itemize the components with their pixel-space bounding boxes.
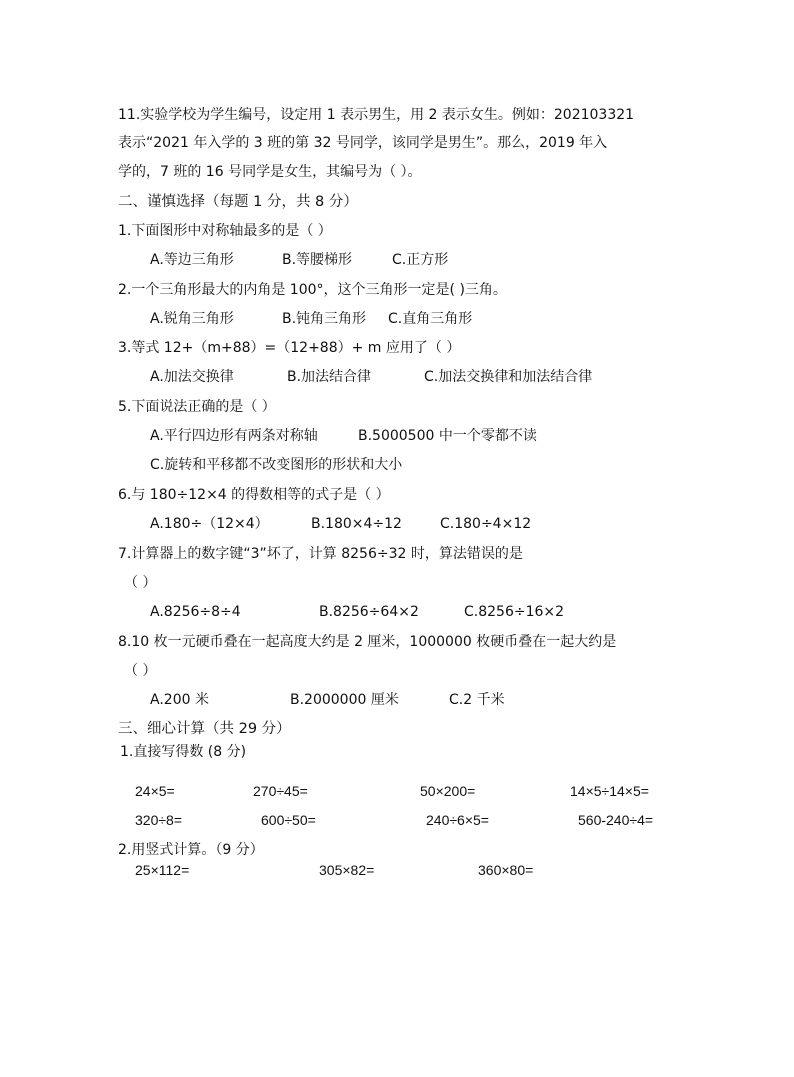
q2-stem: 2.一个三角形最大的内角是 100°，这个三角形一定是( )三角。 [118, 282, 507, 298]
q7-option-b: B.8256÷64×2 [319, 604, 419, 620]
q5-option-a: A.平行四边形有两条对称轴 [150, 428, 318, 444]
vertical-calc-item: 360×80= [478, 862, 534, 878]
calc-item: 270÷45= [253, 783, 308, 799]
section3-part2-title: 2.用竖式计算。（9 分） [118, 842, 264, 858]
calc-item: 600÷50= [261, 812, 316, 828]
q1-option-c: C.正方形 [392, 252, 449, 268]
q3-option-a: A.加法交换律 [150, 369, 234, 385]
q2-option-b: B.钝角三角形 [282, 311, 367, 327]
q5-stem: 5.下面说法正确的是（ ） [118, 399, 276, 415]
q8-option-c: C.2 千米 [449, 692, 505, 708]
q11-line2: 表示“2021 年入学的 3 班的第 32 号同学，该同学是男生”。那么，2019 年入 [118, 135, 608, 151]
calc-item: 24×5= [135, 783, 175, 799]
q6-option-c: C.180÷4×12 [440, 516, 532, 532]
calc-item: 14×5÷14×5= [570, 783, 649, 799]
q8-option-b: B.2000000 厘米 [290, 692, 399, 708]
calc-item: 320÷8= [135, 812, 183, 828]
q8-stem: 8.10 枚一元硬币叠在一起高度大约是 2 厘米，1000000 枚硬币叠在一起大约是 [118, 634, 617, 650]
q7-option-a: A.8256÷8÷4 [150, 604, 241, 620]
q2-option-c: C.直角三角形 [388, 311, 473, 327]
q2-option-a: A.锐角三角形 [150, 311, 234, 327]
q7-stem: 7.计算器上的数字键“3”坏了，计算 8256÷32 时，算法错误的是 [118, 546, 523, 562]
calc-item: 240÷6×5= [426, 812, 489, 828]
q7-option-c: C.8256÷16×2 [464, 604, 565, 620]
q5-option-c: C.旋转和平移都不改变图形的形状和大小 [150, 457, 403, 473]
q1-option-a: A.等边三角形 [150, 252, 234, 268]
q3-option-c: C.加法交换律和加法结合律 [424, 369, 593, 385]
vertical-calc-item: 25×112= [135, 862, 190, 878]
section2-title: 二、谨慎选择（每题 1 分，共 8 分） [118, 194, 358, 210]
q8-answer-blank: （ ） [124, 663, 157, 679]
q3-option-b: B.加法结合律 [287, 369, 372, 385]
q1-stem: 1.下面图形中对称轴最多的是（ ） [118, 223, 332, 239]
q8-option-a: A.200 米 [150, 692, 209, 708]
q3-stem: 3.等式 12+（m+88）=（12+88）+ m 应用了（ ） [118, 340, 461, 356]
section3-part1-title: 1.直接写得数 (8 分) [120, 744, 247, 760]
vertical-calc-item: 305×82= [319, 862, 375, 878]
calc-item: 50×200= [420, 783, 476, 799]
q7-answer-blank: （ ） [124, 575, 157, 591]
q6-option-a: A.180÷（12×4） [150, 516, 269, 532]
q11-line3: 学的，7 班的 16 号同学是女生，其编号为（ ）。 [118, 164, 422, 180]
q1-option-b: B.等腰梯形 [282, 252, 353, 268]
q6-stem: 6.与 180÷12×4 的得数相等的式子是（ ） [118, 487, 390, 503]
calc-item: 560-240÷4= [578, 812, 654, 828]
q11-line1: 11.实验学校为学生编号，设定用 1 表示男生，用 2 表示女生。例如：202103321 [118, 107, 635, 123]
q6-option-b: B.180×4÷12 [311, 516, 402, 532]
q5-option-b: B.5000500 中一个零都不读 [358, 428, 537, 444]
section3-title: 三、细心计算（共 29 分） [118, 721, 291, 737]
